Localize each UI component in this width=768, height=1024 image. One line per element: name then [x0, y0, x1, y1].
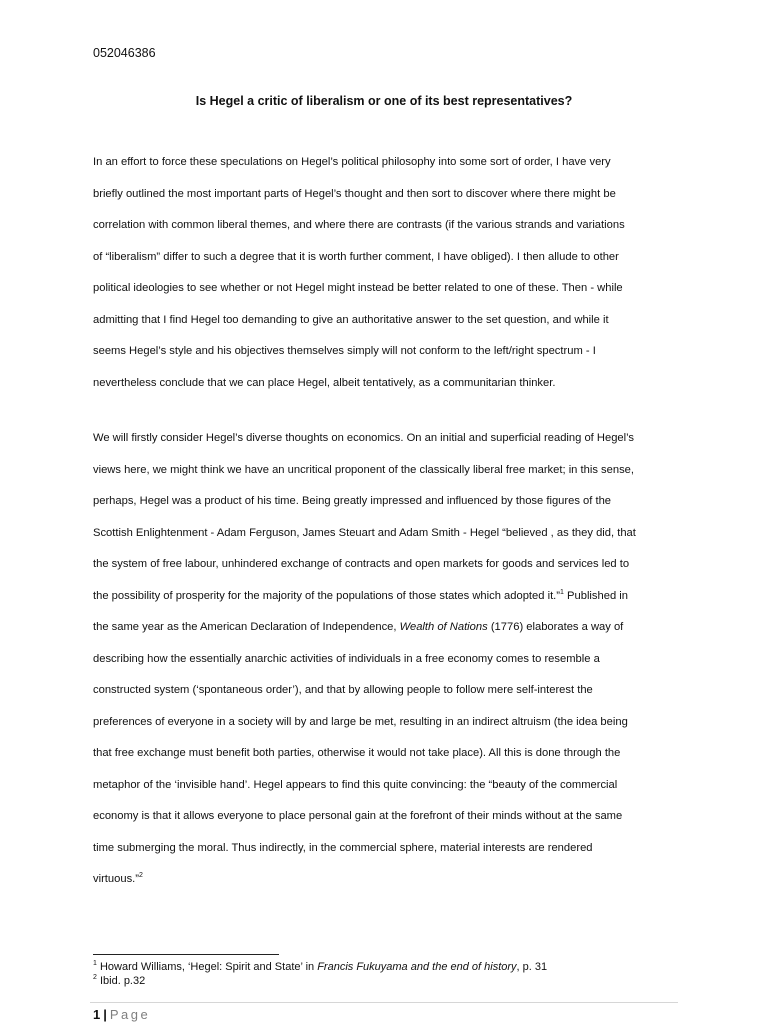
footnote-separator	[93, 954, 279, 955]
paragraph-line: We will firstly consider Hegel’s diverse thoughts on economics. On an initial and superficial reading of Hegel’s	[93, 432, 635, 444]
paragraph-line: of “liberalism” differ to such a degree that it is worth further comment, I have obliged). I then allude to other	[93, 250, 619, 263]
footer-separator: |	[103, 1007, 107, 1022]
paragraph-line: perhaps, Hegel was a product of his time. Being greatly impressed and influenced by those figures of the	[93, 495, 612, 507]
line-text: Published in	[563, 589, 628, 602]
paragraph-line-with-footnote	[93, 864, 683, 896]
footer-divider	[90, 1002, 678, 1003]
footnote-text: , p. 31	[516, 961, 548, 973]
paragraph-line: admitting that I find Hegel too demanding to give an authoritative answer to the set question, and while it	[93, 313, 609, 326]
paragraph-line: In an effort to force these speculations on Hegel’s political philosophy into some sort of order, I have very	[93, 156, 611, 168]
paragraph-line: describing how the essentially anarchic activities of individuals in a free economy comes to resemble a	[93, 652, 600, 665]
paragraph-line: that free exchange must benefit both parties, otherwise it would not take place). All this is done through the	[93, 747, 621, 759]
paragraph-line: Scottish Enlightenment - Adam Ferguson, James Steuart and Adam Smith - Hegel “believed , as they did, that	[93, 526, 636, 539]
paragraph-line: metaphor of the ‘invisible hand’. Hegel appears to find this quite convincing: the “beauty of the commercial	[93, 778, 618, 791]
footnote-number: 2	[93, 973, 97, 981]
paragraph-economics	[93, 423, 683, 896]
paragraph-line-with-title	[93, 612, 683, 644]
paragraph-line: time submerging the moral. Thus indirectly, in the commercial sphere, material interests are rendered	[93, 841, 593, 854]
footnotes	[93, 961, 547, 988]
paragraph-line: correlation with common liberal themes, and where there are contrasts (if the various strands and variations	[93, 219, 625, 231]
page-label: Page	[109, 1007, 151, 1022]
line-text: virtuous.”	[93, 873, 140, 885]
footnote-number: 1	[93, 960, 97, 967]
footnote-text: Ibid. p.32	[99, 974, 146, 987]
line-text: (1776) elaborates a way of	[487, 621, 624, 633]
paragraph-line: preferences of everyone in a society will by and large be met, resulting in an indirect altruism (the idea being	[93, 715, 628, 728]
paragraph-line: seems Hegel’s style and his objectives themselves simply will not conform to the left/right spectrum - I	[93, 345, 596, 357]
footnote-reference[interactable]: 1	[560, 588, 564, 596]
paragraph-line: nevertheless conclude that we can place Hegel, albeit tentatively, as a communitarian thinker.	[93, 376, 556, 389]
book-title: Francis Fukuyama and the end of history	[317, 961, 517, 973]
line-text: the possibility of prosperity for the majority of the populations of those states which adopted it.”	[93, 589, 561, 602]
footnote-reference[interactable]: 2	[139, 872, 143, 879]
line-text: the same year as the American Declaration of Independence,	[93, 621, 400, 633]
paragraph-line: views here, we might think we have an uncritical proponent of the classically liberal free market; in this sense,	[93, 463, 634, 476]
page-number: 1	[93, 1007, 101, 1022]
document-id: 052046386	[93, 46, 156, 60]
essay-title: Is Hegel a critic of liberalism or one of its best representatives?	[195, 94, 573, 108]
footnote-item	[93, 961, 547, 975]
book-title: Wealth of Nations	[399, 621, 488, 633]
paragraph-line: economy is that it allows everyone to place personal gain at the forefront of their minds without at the same	[93, 810, 623, 822]
paragraph-line: constructed system (‘spontaneous order’), and that by allowing people to follow mere self-interest the	[93, 684, 593, 696]
paragraph-line: briefly outlined the most important parts of Hegel’s thought and then sort to discover where there might be	[93, 187, 616, 200]
paragraph-line-with-footnote	[93, 581, 683, 613]
footnote-item	[93, 975, 547, 989]
paragraph-introduction	[93, 147, 683, 399]
page-footer	[93, 1007, 150, 1022]
paragraph-line: the system of free labour, unhindered exchange of contracts and open markets for goods and services led to	[93, 558, 630, 570]
paragraph-line: political ideologies to see whether or not Hegel might instead be better related to one of these. Then - while	[93, 282, 623, 294]
footnote-text: Howard Williams, ‘Hegel: Spirit and State’ in	[99, 961, 318, 973]
